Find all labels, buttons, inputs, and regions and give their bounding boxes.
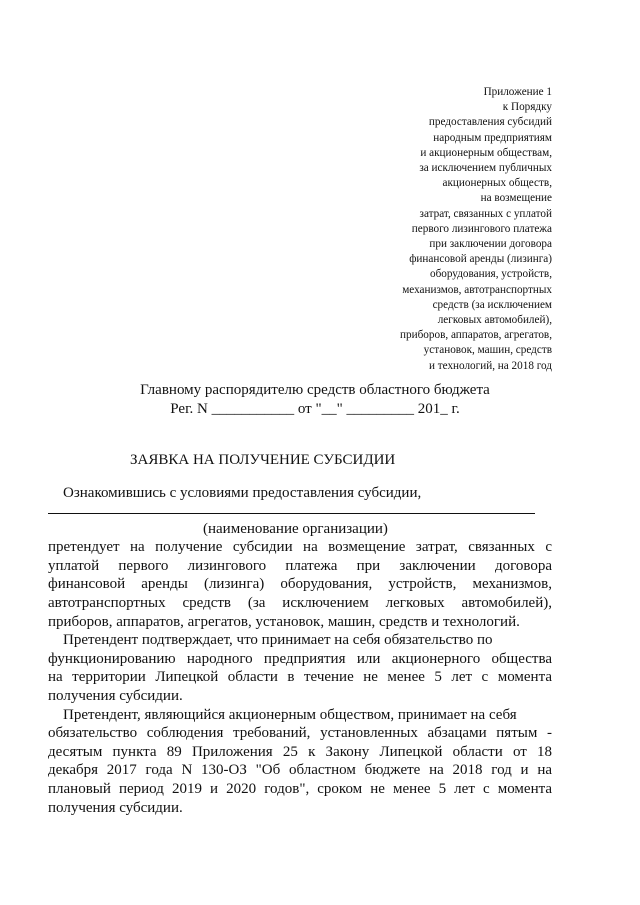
registration-line: Рег. N ___________ от "__" _________ 201_ г. [170,401,460,417]
appendix-line: легковых автомобилей), [437,314,552,327]
appendix-line: затрат, связанных с уплатой [419,207,552,220]
appendix-line: средств (за исключением [432,298,552,311]
appendix-line: установок, машин, средств [423,344,552,357]
organization-name-line [48,513,535,514]
appendix-line: к Порядку [502,101,552,114]
application-body [48,484,552,817]
appendix-line: предоставления субсидий [428,116,552,129]
text-line: Претендент подтверждает, что принимает на себя обязательство по [63,632,493,649]
paragraph-claim [48,538,552,631]
appendix-line: финансовой аренды (лизинга) [409,253,552,266]
text-line: десятым пункта 89 Приложения 25 к Закону Липецкой области от 18 [48,743,552,760]
appendix-line: Приложение 1 [483,86,552,98]
paragraph-joint-stock [48,706,552,818]
appendix-line: народным предприятиям [433,131,552,144]
appendix-line: оборудования, устройств, [429,268,552,281]
intro-line: Ознакомившись с условиями предоставления субсидии, [63,485,422,501]
appendix-line: при заключении договора [429,238,552,251]
text-line: на территории Липецкой области в течение не менее 5 лет с момента [48,669,552,686]
text-line: плановый период 2019 и 2020 годов", сроком не менее 5 лет с момента [48,780,552,797]
text-line: приборов, аппаратов, агрегатов, установок, машин, средств и технологий. [48,613,520,630]
text-line: декабря 2017 года N 130-ОЗ "Об областном бюджете на 2018 год и на [48,762,552,779]
paragraph-obligation [48,631,552,705]
text-line: автотранспортных средств (за исключением легковых автомобилей), [48,594,552,611]
organization-caption: (наименование организации) [203,520,388,537]
text-line: Претендент, являющийся акционерным обществом, принимает на себя [63,706,517,723]
appendix-header [292,85,552,374]
addressee-block [60,381,570,419]
appendix-line: первого лизингового платежа [411,222,552,235]
appendix-line: на возмещение [480,192,552,205]
addressee-line: Главному распорядителю средств областного бюджета [140,382,490,398]
text-line: уплатой первого лизингового платежа при заключении договора [48,557,552,574]
text-line: функционированию народного предприятия или акционерного общества [48,650,552,667]
text-line: получения субсидии. [48,687,183,704]
text-line: финансовой аренды (лизинга) оборудования, устройств, механизмов, [48,576,552,593]
appendix-line: за исключением публичных [419,162,552,175]
appendix-line: акционерных обществ, [442,177,552,190]
document-title: ЗАЯВКА НА ПОЛУЧЕНИЕ СУБСИДИИ [130,452,396,468]
appendix-line: и акционерным обществам, [420,146,552,159]
appendix-line: приборов, аппаратов, агрегатов, [400,329,552,342]
text-line: обязательство соблюдения требований, установленных абзацами пятым - [48,725,552,742]
text-line: получения субсидии. [48,799,183,816]
appendix-line: механизмов, автотранспортных [402,283,552,296]
text-line: претендует на получение субсидии на возмещение затрат, связанных с [48,539,552,556]
appendix-line: и технологий, на 2018 год [428,359,552,372]
